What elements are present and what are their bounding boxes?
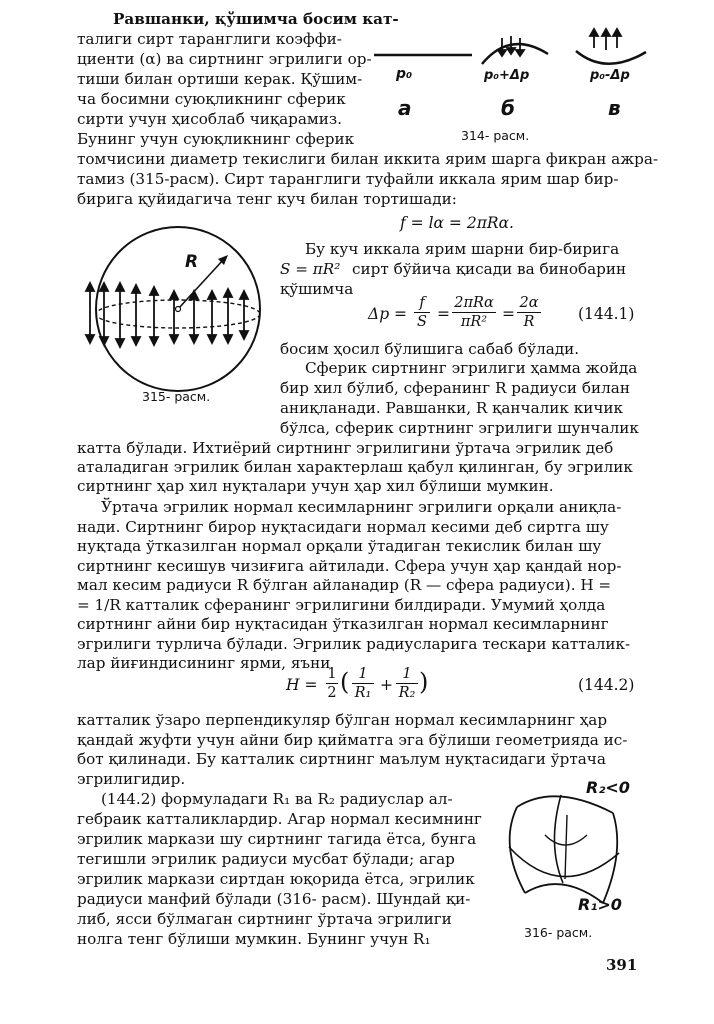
fig315-radius-label: R: [185, 252, 199, 272]
fig314-label-p-minus: p₀-Δp: [590, 68, 630, 83]
text-line: (144.2) формуладаги R₁ ва R₂ радиуслар ал-: [101, 790, 453, 808]
eq1441-frac1-den: S: [417, 314, 427, 330]
eq1442-a-num: 1: [358, 666, 368, 682]
eq1442-half-num: 1: [327, 666, 337, 682]
text-line: катта бўлади. Ихтиёрий сиртнинг эгрилигини ўртача эгрилик деб: [77, 439, 614, 457]
intro-line: сирти учун ҳисоблаб чиқарамиз.: [77, 110, 342, 128]
eq1441-frac3-den: R: [523, 314, 535, 330]
saddle-top-edge: [517, 796, 613, 813]
text-line: катталик ўзаро перпендикуляр бўлган нормал кесимларнинг ҳар: [77, 711, 608, 729]
normal-section-r2: [554, 795, 563, 883]
normal-section-r1: [509, 847, 619, 877]
text-line: томчисини диаметр текислиги билан иккита ярим шарга фикран ажра-: [77, 150, 659, 168]
force-arrows-icon: [86, 283, 248, 347]
saddle-right-edge: [603, 813, 617, 903]
fig314-letter-a: a: [398, 96, 412, 120]
fig314-letter-b: б: [501, 96, 515, 120]
text-line: сиртнинг ҳар хил нуқталари учун ҳар хил бўлиши мумкин.: [77, 477, 554, 495]
text-line: эгрилиги турлича бўлади. Эгрилик радиусларига тескари катталик-: [77, 635, 631, 653]
text-line: Бу куч иккала ярим шарни бир-бирига: [305, 240, 620, 258]
text-line: аталадиган эгрилик билан характерлаш қабул қилинган, бу эгрилик: [77, 458, 633, 476]
equation-force: f = lα = 2πRα.: [400, 214, 514, 232]
text-line: бот қилинади. Бу катталик сиртнинг маълум нуқтасидаги ўртача: [77, 750, 606, 768]
text-line: эгрилик маркази шу сиртнинг тагида ётса, бунга: [77, 830, 477, 848]
text-line: бўлса, сферик сиртнинг эгрилиги шунчалик: [280, 419, 639, 437]
eq1442-number: (144.2): [578, 676, 635, 694]
fig316-label-r2: R₂<0: [586, 778, 630, 797]
text-line: эгрилик маркази сиртдан юқорида ётса, эгрилик: [77, 870, 475, 888]
concave-surface-arc: [576, 51, 646, 64]
text-line: қўшимча: [280, 280, 354, 298]
text-line: сиртнинг айни бир нуқтасидан ўтказилган нормал кесимларнинг: [77, 615, 609, 633]
figure-316: [495, 775, 645, 925]
text-line: = 1/R катталик сферанинг эгрилигини билдиради. Умумий ҳолда: [77, 596, 606, 614]
eq1442-frac-b: [396, 666, 418, 701]
text-line: мал кесим радиуси R бўлган айланадир (R — сфера радиуси). H =: [77, 576, 612, 594]
eq1441-lhs: Δp =: [368, 305, 408, 323]
figure-315: [78, 225, 278, 395]
intro-line: Равшанки, қўшимча босим кат-: [113, 10, 399, 28]
intro-line: ча босимни суюқликнинг сферик: [77, 90, 346, 108]
text-line: тамиз (315-расм). Сирт таранглиги туфайли иккала ярим шар бир-: [77, 170, 619, 188]
eq1441-frac3-num: 2α: [519, 295, 539, 311]
text-line: қандай жуфти учун айни бир қийматга эга бўлиши геометрияда ис-: [77, 731, 628, 749]
text-line: бирига қуйидагича тенг куч билан тортишади:: [77, 190, 457, 208]
text-line: босим ҳосил бўлишига сабаб бўлади.: [280, 340, 580, 358]
eq1441-frac1: [414, 295, 430, 330]
eq1441-number: (144.1): [578, 305, 635, 323]
text-line: нолга тенг бўлиши мумкин. Бунинг учун R₁: [77, 930, 431, 948]
eq1441-frac1-num: f: [419, 295, 425, 311]
eq1441-equals2: =: [502, 305, 515, 323]
eq1442-b-num: 1: [402, 666, 412, 682]
intro-line: тиши билан ортиши керак. Қўшим-: [77, 70, 363, 88]
text-line: сирт бўйича қисади ва бинобарин: [352, 260, 627, 278]
eq1441-frac3: [517, 295, 541, 330]
text-line: нуқтада ўтказилган нормал орқали ўтадиган текислик билан шу: [77, 537, 602, 555]
text-line: эгрилигидир.: [77, 770, 186, 788]
eq1441-frac2-den: πR²: [460, 314, 488, 330]
up-arrows-icon: [590, 29, 621, 50]
fig316-caption: 316- расм.: [524, 925, 593, 940]
fig316-label-r1: R₁>0: [578, 895, 622, 914]
normal-line: [565, 815, 567, 879]
eq1441-frac2-num: 2πRα: [454, 295, 494, 311]
eq1442-paren-close: ): [419, 668, 429, 696]
text-line: нади. Сиртнинг бирор нуқтасидаги нормал кесими деб сиртга шу: [77, 518, 609, 536]
text-line: сиртнинг кесишув чизиғига айтилади. Сфера учун ҳар қандай нор-: [77, 557, 622, 575]
fig314-label-p-plus: p₀+Δp: [484, 68, 530, 83]
convex-surface-arc: [482, 44, 548, 64]
eq1442-b-den: R₂: [398, 685, 416, 701]
eq1442-half: [326, 666, 338, 701]
fig314-caption: 314- расм.: [461, 128, 530, 143]
center-dot: [176, 307, 181, 312]
fig315-caption: 315- расм.: [142, 389, 211, 404]
text-line: аниқланади. Равшанки, R қанчалик кичик: [280, 399, 624, 417]
intro-line: циенти (α) ва сиртнинг эгрилиги ор-: [77, 50, 372, 68]
text-line: бир хил бўлиб, сферанинг R радиуси билан: [280, 379, 630, 397]
text-line: гебраик катталиклардир. Агар нормал кесимнинг: [77, 810, 482, 828]
eq1442-lhs: H =: [286, 676, 318, 694]
equation-area: S = πR²: [280, 260, 341, 278]
eq1441-equals: =: [437, 305, 450, 323]
eq1442-paren-open: (: [340, 668, 350, 696]
text-line: тегишли эгрилик радиуси мусбат бўлади; агар: [77, 850, 455, 868]
fig314-label-p0: p₀: [396, 66, 413, 82]
text-line: Сферик сиртнинг эгрилиги ҳамма жойда: [305, 359, 638, 377]
eq1441-frac2: [452, 295, 496, 330]
eq1442-plus: +: [380, 676, 393, 694]
text-line: радиуси манфий бўлади (316- расм). Шундай қи-: [77, 890, 471, 908]
text-line: либ, ясси бўлмаган сиртнинг ўртача эгрилиги: [77, 910, 452, 928]
text-line: Ўртача эгрилик нормал кесимларнинг эгрилиги орқали аниқла-: [101, 498, 622, 516]
down-arrows-icon: [498, 36, 524, 56]
page-number: 391: [606, 956, 638, 974]
eq1442-half-den: 2: [327, 685, 337, 701]
eq1442-a-den: R₁: [354, 685, 372, 701]
intro-line: Бунинг учун суюқликнинг сферик: [77, 130, 355, 148]
eq1442-frac-a: [352, 666, 374, 701]
intro-line: талиги сирт таранглиги коэффи-: [77, 30, 342, 48]
fig314-letter-v: в: [608, 96, 621, 120]
text-line: лар йиғиндисининг ярми, яъни: [77, 654, 331, 672]
